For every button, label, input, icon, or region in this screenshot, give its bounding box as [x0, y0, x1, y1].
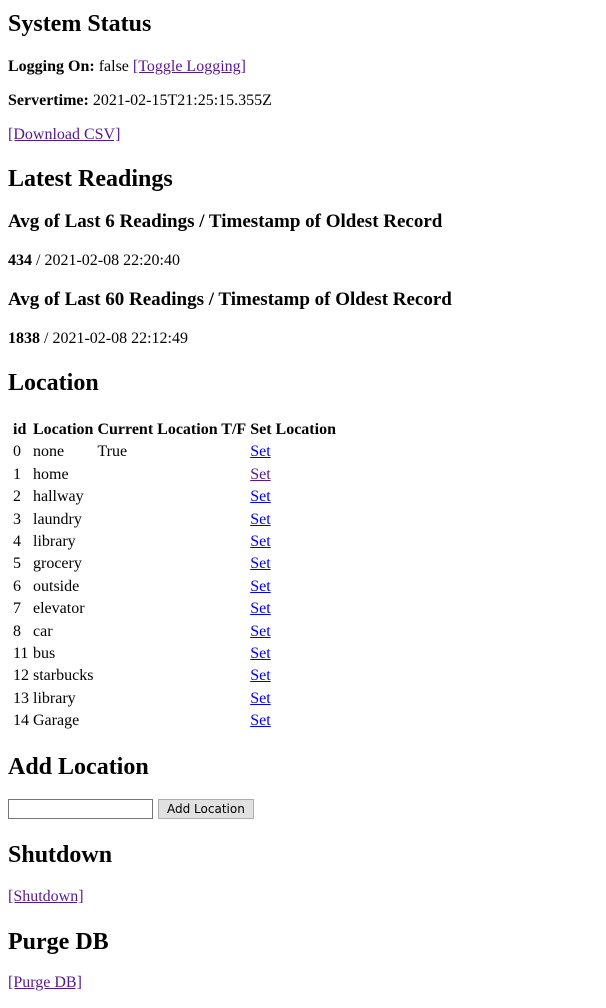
shutdown-link[interactable]: [Shutdown]	[8, 888, 84, 905]
avg60-heading: Avg of Last 60 Readings / Timestamp of Oldest Record	[8, 289, 452, 310]
location-current	[96, 622, 247, 642]
location-id: 14	[13, 712, 29, 730]
location-current	[96, 689, 247, 709]
set-location-link[interactable]: Set	[250, 510, 271, 528]
download-csv-link[interactable]: [Download CSV]	[8, 126, 121, 143]
table-row	[12, 465, 337, 485]
location-name: bus	[33, 645, 56, 663]
table-row	[12, 442, 337, 462]
location-name: Garage	[33, 712, 80, 730]
purge-db-link[interactable]: [Purge DB]	[8, 974, 82, 991]
location-id: 1	[13, 465, 21, 483]
set-location-link[interactable]: Set	[250, 667, 271, 685]
set-location-cell	[249, 666, 337, 686]
location-id: 11	[13, 645, 29, 663]
location-current	[96, 554, 247, 574]
location-current	[96, 599, 247, 619]
location-name: elevator	[33, 600, 85, 618]
location-id: 6	[13, 577, 21, 595]
purge-db-heading: Purge DB	[8, 929, 109, 955]
table-row	[12, 487, 337, 507]
toggle-logging-link[interactable]: [Toggle Logging]	[132, 58, 246, 75]
download-line	[8, 125, 120, 144]
servertime-label: Servertime:	[8, 92, 89, 109]
location-current	[96, 666, 247, 686]
set-location-link[interactable]: Set	[250, 533, 271, 551]
table-row	[12, 532, 337, 552]
location-current	[96, 487, 247, 507]
header-id: id	[13, 421, 27, 438]
avg6-line	[8, 251, 180, 270]
avg60-timestamp: 2021-02-08 22:12:49	[52, 330, 188, 347]
set-location-link[interactable]: Set	[250, 443, 271, 461]
location-name: laundry	[33, 510, 82, 528]
location-name: library	[33, 689, 76, 707]
location-id: 0	[13, 443, 21, 461]
set-location-link[interactable]: Set	[250, 600, 271, 618]
table-row	[12, 711, 337, 731]
location-id: 12	[13, 667, 29, 685]
location-name: outside	[33, 577, 80, 595]
add-location-heading: Add Location	[8, 754, 149, 780]
location-id: 8	[13, 622, 21, 640]
logging-label: Logging On:	[8, 58, 95, 75]
location-table	[10, 418, 339, 734]
table-row	[12, 554, 337, 574]
table-row	[12, 577, 337, 597]
logging-status-line	[8, 57, 246, 76]
header-set-location: Set Location	[250, 421, 336, 438]
location-current	[96, 510, 247, 530]
location-current	[96, 577, 247, 597]
set-location-cell	[249, 644, 337, 664]
table-row	[12, 644, 337, 664]
location-name: none	[33, 443, 65, 461]
set-location-cell	[249, 599, 337, 619]
location-name-input[interactable]	[8, 799, 153, 819]
set-location-cell	[249, 711, 337, 731]
avg6-value: 434	[8, 252, 32, 269]
table-row	[12, 510, 337, 530]
location-id: 5	[13, 555, 21, 573]
location-id: 4	[13, 533, 21, 551]
avg6-separator: /	[32, 252, 45, 269]
location-current	[96, 465, 247, 485]
set-location-cell	[249, 554, 337, 574]
location-current	[96, 711, 247, 731]
system-status-heading: System Status	[8, 11, 152, 37]
set-location-link[interactable]: Set	[250, 689, 271, 707]
set-location-cell	[249, 465, 337, 485]
location-name: hallway	[33, 488, 84, 506]
add-location-form	[8, 798, 254, 820]
purge-line	[8, 973, 82, 992]
header-location: Location	[33, 421, 94, 438]
avg60-separator: /	[40, 330, 53, 347]
table-row	[12, 666, 337, 686]
servertime-value: 2021-02-15T21:25:15.355Z	[92, 92, 272, 109]
table-row	[12, 622, 337, 642]
logging-value: false	[98, 58, 129, 75]
latest-readings-heading: Latest Readings	[8, 166, 173, 192]
set-location-link[interactable]: Set	[250, 622, 271, 640]
location-table-header	[12, 420, 337, 440]
avg6-timestamp: 2021-02-08 22:20:40	[44, 252, 180, 269]
location-current	[96, 644, 247, 664]
set-location-cell	[249, 622, 337, 642]
set-location-cell	[249, 510, 337, 530]
set-location-cell	[249, 532, 337, 552]
location-name: starbucks	[33, 667, 94, 685]
set-location-link[interactable]: Set	[250, 645, 271, 663]
set-location-cell	[249, 487, 337, 507]
location-heading: Location	[8, 370, 99, 396]
avg60-value: 1838	[8, 330, 40, 347]
avg60-line	[8, 329, 188, 348]
servertime-line	[8, 91, 272, 110]
header-current-location: Current Location T/F	[97, 421, 247, 438]
set-location-link[interactable]: Set	[250, 712, 271, 730]
set-location-link[interactable]: Set	[250, 488, 271, 506]
shutdown-heading: Shutdown	[8, 842, 113, 868]
avg6-heading: Avg of Last 6 Readings / Timestamp of Oldest Record	[8, 211, 443, 232]
location-name: grocery	[33, 555, 82, 573]
set-location-link[interactable]: Set	[250, 465, 271, 483]
table-row	[12, 689, 337, 709]
location-id: 3	[13, 510, 21, 528]
location-id: 13	[13, 689, 29, 707]
location-id: 7	[13, 600, 21, 618]
location-current	[96, 532, 247, 552]
location-name: library	[33, 533, 76, 551]
location-name: car	[33, 622, 53, 640]
set-location-link[interactable]: Set	[250, 555, 271, 573]
location-name: home	[33, 465, 69, 483]
set-location-cell	[249, 689, 337, 709]
location-table-body	[12, 442, 337, 731]
table-row	[12, 599, 337, 619]
set-location-link[interactable]: Set	[250, 577, 271, 595]
shutdown-line	[8, 887, 84, 906]
location-current: True	[97, 443, 128, 461]
set-location-cell	[249, 442, 337, 462]
location-id: 2	[13, 488, 21, 506]
add-location-button[interactable]: Add Location	[158, 799, 254, 819]
set-location-cell	[249, 577, 337, 597]
